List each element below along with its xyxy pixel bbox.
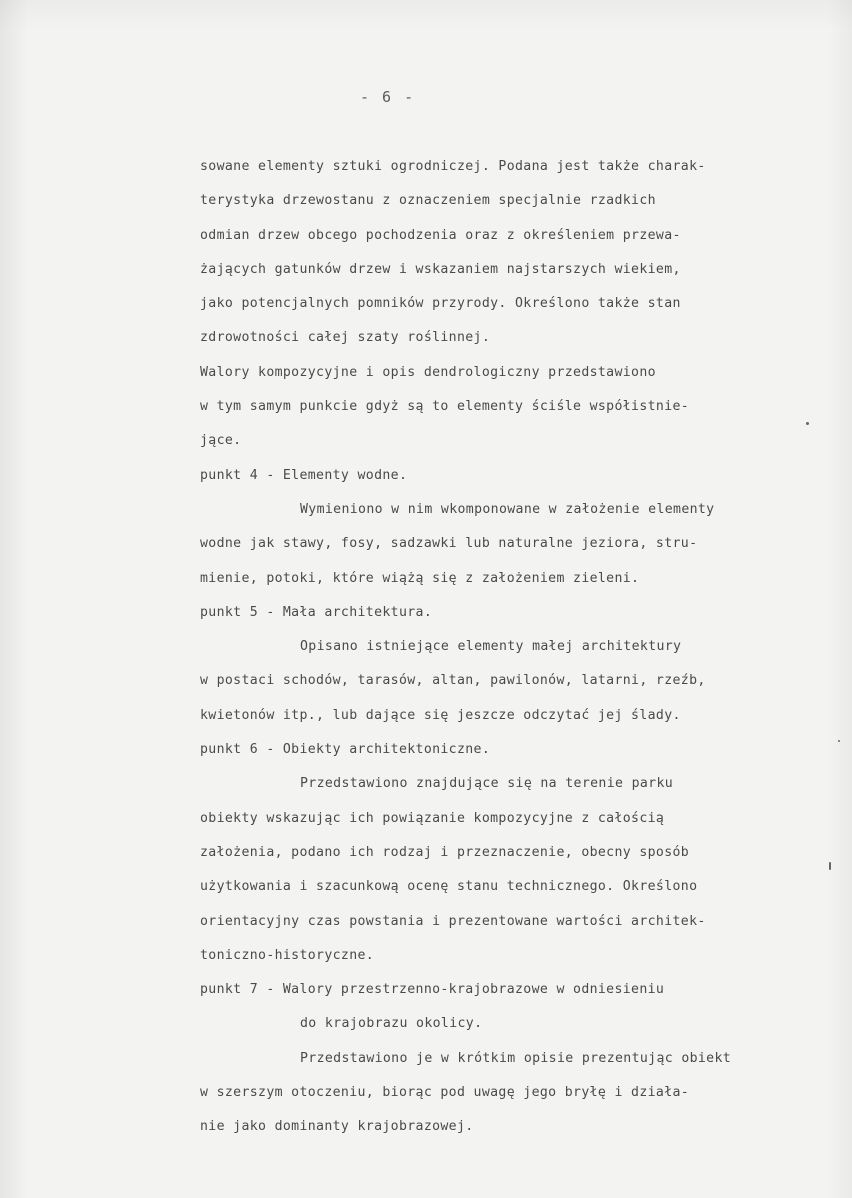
text-line: odmian drzew obcego pochodzenia oraz z określeniem przewa- bbox=[200, 227, 681, 243]
text-line: toniczno-historyczne. bbox=[200, 947, 375, 963]
text-line: jako potencjalnych pomników przyrody. Określono także stan bbox=[200, 296, 681, 312]
text-line: obiekty wskazując ich powiązanie kompozycyjne z całością bbox=[200, 810, 665, 826]
text-line: Walory kompozycyjne i opis dendrologiczny przedstawiono bbox=[200, 364, 656, 380]
text-line: Opisano istniejące elementy małej architektury bbox=[300, 639, 682, 655]
text-line: założenia, podano ich rodzaj i przeznaczenie, obecny sposób bbox=[200, 844, 690, 860]
text-line: w tym samym punkcie gdyż są to elementy ściśle współistnie- bbox=[200, 399, 690, 415]
text-line: sowane elementy sztuki ogrodniczej. Podana jest także charak- bbox=[200, 159, 706, 174]
text-line: zdrowotności całej szaty roślinnej. bbox=[200, 330, 491, 346]
text-line: mienie, potoki, które wiążą się z założeniem zieleni. bbox=[200, 570, 640, 586]
text-line: Przedstawiono znajdujące się na terenie parku bbox=[300, 776, 674, 792]
scan-speck bbox=[829, 862, 831, 870]
text-line: punkt 5 - Mała architektura. bbox=[200, 604, 433, 620]
scan-speck bbox=[838, 740, 840, 742]
text-line: punkt 6 - Obiekty architektoniczne. bbox=[200, 742, 491, 758]
text-line: do krajobrazu okolicy. bbox=[300, 1016, 483, 1032]
text-line: w postaci schodów, tarasów, altan, pawilonów, latarni, rzeźb, bbox=[200, 673, 706, 689]
text-line: jące. bbox=[200, 433, 242, 449]
text-line: Wymieniono w nim wkomponowane w założenie elementy bbox=[300, 501, 715, 517]
text-line: użytkowania i szacunkową ocenę stanu technicznego. Określono bbox=[200, 879, 698, 895]
text-line: nie jako dominanty krajobrazowej. bbox=[200, 1119, 474, 1135]
text-line: kwietonów itp., lub dające się jeszcze odczytać jej ślady. bbox=[200, 707, 681, 723]
text-line: punkt 4 - Elementy wodne. bbox=[200, 467, 408, 483]
text-line: żających gatunków drzew i wskazaniem najstarszych wiekiem, bbox=[200, 261, 681, 277]
text-line: orientacyjny czas powstania i prezentowane wartości architek- bbox=[200, 913, 706, 929]
page-number: - 6 - bbox=[360, 88, 416, 106]
text-line: punkt 7 - Walory przestrzenno-krajobrazowe w odniesieniu bbox=[200, 982, 665, 998]
text-line: Przedstawiono je w krótkim opisie prezentując obiekt bbox=[300, 1050, 732, 1066]
scan-speck bbox=[806, 422, 809, 425]
text-line: w szerszym otoczeniu, biorąc pod uwagę jego bryłę i działa- bbox=[200, 1085, 690, 1101]
document-body bbox=[200, 150, 840, 1145]
text-line: terystyka drzewostanu z oznaczeniem specjalnie rzadkich bbox=[200, 193, 656, 209]
text-line: wodne jak stawy, fosy, sadzawki lub naturalne jeziora, stru- bbox=[200, 536, 698, 552]
